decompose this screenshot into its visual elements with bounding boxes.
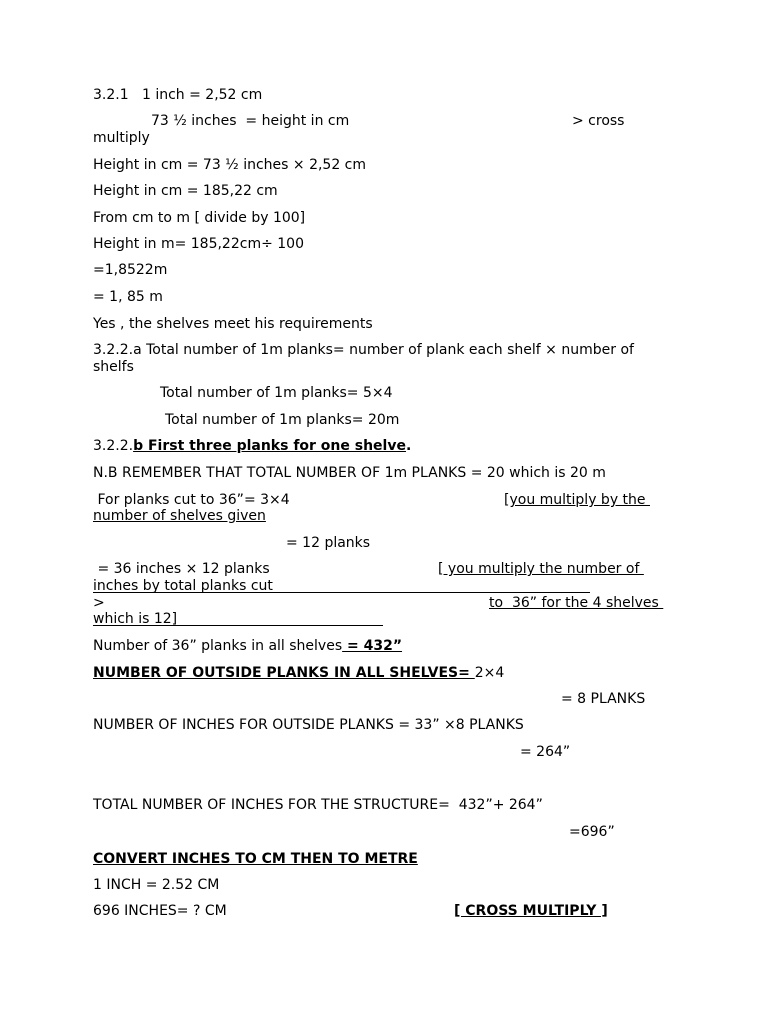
section-heading: b First three planks for one shelve: [133, 438, 406, 454]
line-outside-planks: [93, 665, 504, 681]
outside-planks-heading: NUMBER OF OUTSIDE PLANKS IN ALL SHELVES=: [93, 665, 475, 681]
line-696: =696”: [569, 824, 615, 840]
line-total-planks-2: Total number of 1m planks= 20m: [165, 412, 400, 428]
section-number: 3.2.2.: [93, 438, 134, 454]
line-3-2-2b: [93, 438, 411, 454]
line-inches-equal-height: 73 ½ inches = height in cm: [151, 113, 350, 129]
underline-rule-2: [93, 625, 383, 626]
line-conclusion: Yes , the shelves meet his requirements: [93, 316, 373, 332]
line-shelfs: shelfs: [93, 359, 134, 375]
line-1-inch-cm: 1 INCH = 2.52 CM: [93, 877, 220, 893]
line-inches-outside: NUMBER OF INCHES FOR OUTSIDE PLANKS = 33” ×8 PLANKS: [93, 717, 524, 733]
line-multiply: multiply: [93, 130, 150, 146]
line-total-planks-1: Total number of 1m planks= 5×4: [160, 385, 393, 401]
line-note-36-shelves: to 36” for the 4 shelves: [489, 595, 664, 611]
line-3-2-1: 3.2.1 1 inch = 2,52 cm: [93, 87, 263, 103]
line-arrow: >: [93, 595, 105, 611]
line-36-inches-12-planks: = 36 inches × 12 planks: [93, 561, 270, 577]
heading-convert: CONVERT INCHES TO CM THEN TO METRE: [93, 851, 418, 867]
line-which-is-12: which is 12]: [93, 611, 178, 627]
outside-planks-calc: 2×4: [474, 665, 505, 681]
line-total-inches: TOTAL NUMBER OF INCHES FOR THE STRUCTURE= 432”+ 264”: [93, 797, 543, 813]
line-cm-to-m: From cm to m [ divide by 100]: [93, 210, 306, 226]
section-period: .: [405, 438, 412, 454]
line-height-m: Height in m= 185,22cm÷ 100: [93, 236, 304, 252]
note-cross-multiply: [ CROSS MULTIPLY ]: [454, 903, 608, 919]
line-note-multiply: [you multiply by the: [504, 492, 650, 508]
line-height-calc: Height in cm = 73 ½ inches × 2,52 cm: [93, 157, 367, 173]
line-264: = 264”: [520, 744, 571, 760]
planks-label: Number of 36” planks in all shelves: [93, 638, 343, 654]
line-result-2: = 1, 85 m: [93, 289, 163, 305]
line-696-inches: 696 INCHES= ? CM: [93, 903, 227, 919]
line-36-planks-all-shelves: [93, 638, 402, 654]
line-8-planks: = 8 PLANKS: [561, 691, 646, 707]
line-planks-cut-36: For planks cut to 36”= 3×4: [93, 492, 290, 508]
line-12-planks: = 12 planks: [286, 535, 371, 551]
line-note-inches: [ you multiply the number of: [438, 561, 644, 577]
line-number-of-shelves: number of shelves given: [93, 508, 266, 524]
line-inches-by-planks: inches by total planks cut: [93, 578, 273, 594]
underline-rule-1: [93, 592, 590, 593]
line-result-1: =1,8522m: [93, 262, 168, 278]
planks-total: = 432”: [342, 638, 403, 654]
line-3-2-2a: 3.2.2.a Total number of 1m planks= number of plank each shelf × number of: [93, 342, 634, 358]
line-height-cm: Height in cm = 185,22 cm: [93, 183, 278, 199]
line-nb-note: N.B REMEMBER THAT TOTAL NUMBER OF 1m PLANKS = 20 which is 20 m: [93, 465, 606, 481]
line-cross-note: > cross: [572, 113, 625, 129]
